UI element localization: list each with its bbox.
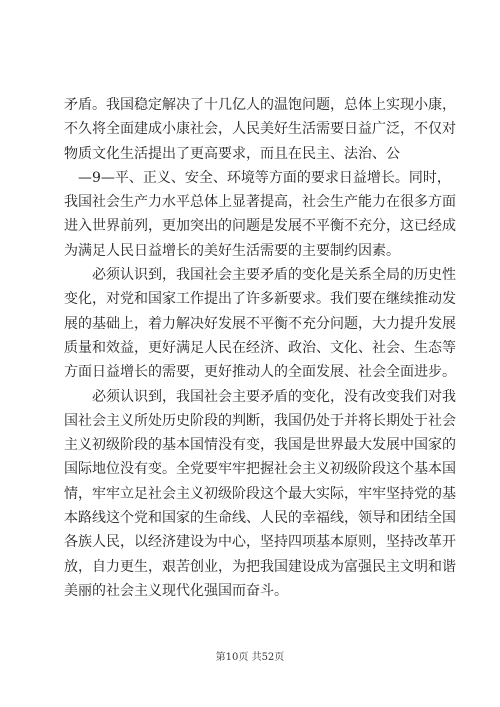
text-line: 各族人民，以经济建设为中心，坚持四项基本原则，坚持改革开	[64, 534, 456, 551]
text-line: —9—平、正义、安全、环境等方面的要求日益增长。同时，	[78, 169, 451, 186]
text-line: 物质文化生活提出了更高要求，而且在民主、法治、公	[64, 145, 400, 162]
text-line: 方面日益增长的需要，更好推动人的全面发展、社会全面进步。	[64, 364, 456, 381]
text-line: 不久将全面建成小康社会，人民美好生活需要日益广泛，不仅对	[64, 121, 456, 138]
page-number-footer: 第10页 共52页	[215, 652, 285, 663]
text-line: 情，牢牢立足社会主义初级阶段这个最大实际，牢牢坚持党的基	[64, 485, 456, 502]
text-line: 为满足人民日益增长的美好生活需要的主要制约因素。	[64, 242, 400, 259]
text-line: 美丽的社会主义现代化强国而奋斗。	[64, 582, 288, 599]
text-line: 国际地位没有变。全党要牢牢把握社会主义初级阶段这个基本国	[64, 461, 456, 478]
text-line: 必须认识到，我国社会主要矛盾的变化是关系全局的历史性	[92, 267, 456, 284]
text-line: 展的基础上，着力解决好发展不平衡不充分问题，大力提升发展	[64, 315, 456, 332]
text-line: 本路线这个党和国家的生命线、人民的幸福线，领导和团结全国	[64, 510, 456, 527]
text-line: 必须认识到，我国社会主要矛盾的变化，没有改变我们对我	[92, 388, 456, 405]
text-line: 矛盾。我国稳定解决了十几亿人的温饱问题，总体上实现小康，	[64, 97, 456, 113]
text-line: 进入世界前列，更加突出的问题是发展不平衡不充分，这已经成	[64, 218, 456, 235]
text-line: 国社会主义所处历史阶段的判断，我国仍处于并将长期处于社会	[64, 412, 456, 429]
body-text	[64, 93, 456, 603]
text-line: 质量和效益，更好满足人民在经济、政治、文化、社会、生态等	[64, 339, 456, 356]
text-line: 放，自力更生，艰苦创业，为把我国建设成为富强民主文明和谐	[64, 558, 456, 575]
text-line: 我国社会生产力水平总体上显著提高，社会生产能力在很多方面	[64, 194, 456, 211]
text-line: 变化，对党和国家工作提出了许多新要求。我们要在继续推动发	[64, 291, 456, 308]
text-line: 主义初级阶段的基本国情没有变，我国是世界最大发展中国家的	[64, 437, 456, 454]
